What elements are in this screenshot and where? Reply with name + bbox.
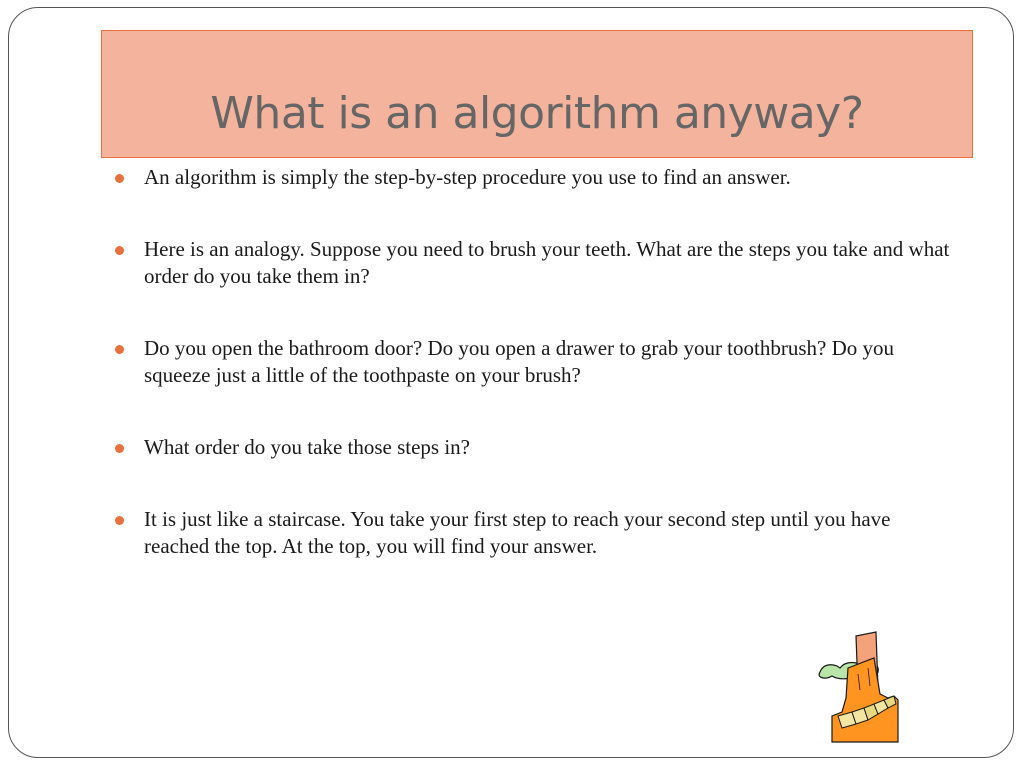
bullet-dot-icon — [115, 516, 124, 525]
bullet-list — [110, 164, 960, 605]
bullet-item — [110, 335, 960, 389]
staircase-clipart — [818, 628, 908, 744]
bullet-text: What order do you take those steps in? — [144, 435, 470, 459]
bullet-item — [110, 434, 960, 461]
bullet-text: It is just like a staircase. You take your first step to reach your second step until you have reached the top. At the top, you will find your answer. — [144, 507, 891, 558]
bullet-item — [110, 506, 960, 560]
bullet-text: Here is an analogy. Suppose you need to brush your teeth. What are the steps you take and what order do you take them in? — [144, 237, 950, 288]
bullet-item — [110, 236, 960, 290]
bullet-text: Do you open the bathroom door? Do you open a drawer to grab your toothbrush? Do you squeeze just a little of the toothpaste on your brush? — [144, 336, 895, 387]
bullet-dot-icon — [115, 174, 124, 183]
bullet-dot-icon — [115, 444, 124, 453]
bullet-dot-icon — [115, 345, 124, 354]
slide-title: What is an algorithm anyway? — [210, 88, 864, 139]
bullet-item — [110, 164, 960, 191]
bullet-dot-icon — [115, 246, 124, 255]
title-box — [101, 30, 973, 158]
bullet-text: An algorithm is simply the step-by-step procedure you use to find an answer. — [144, 165, 791, 189]
